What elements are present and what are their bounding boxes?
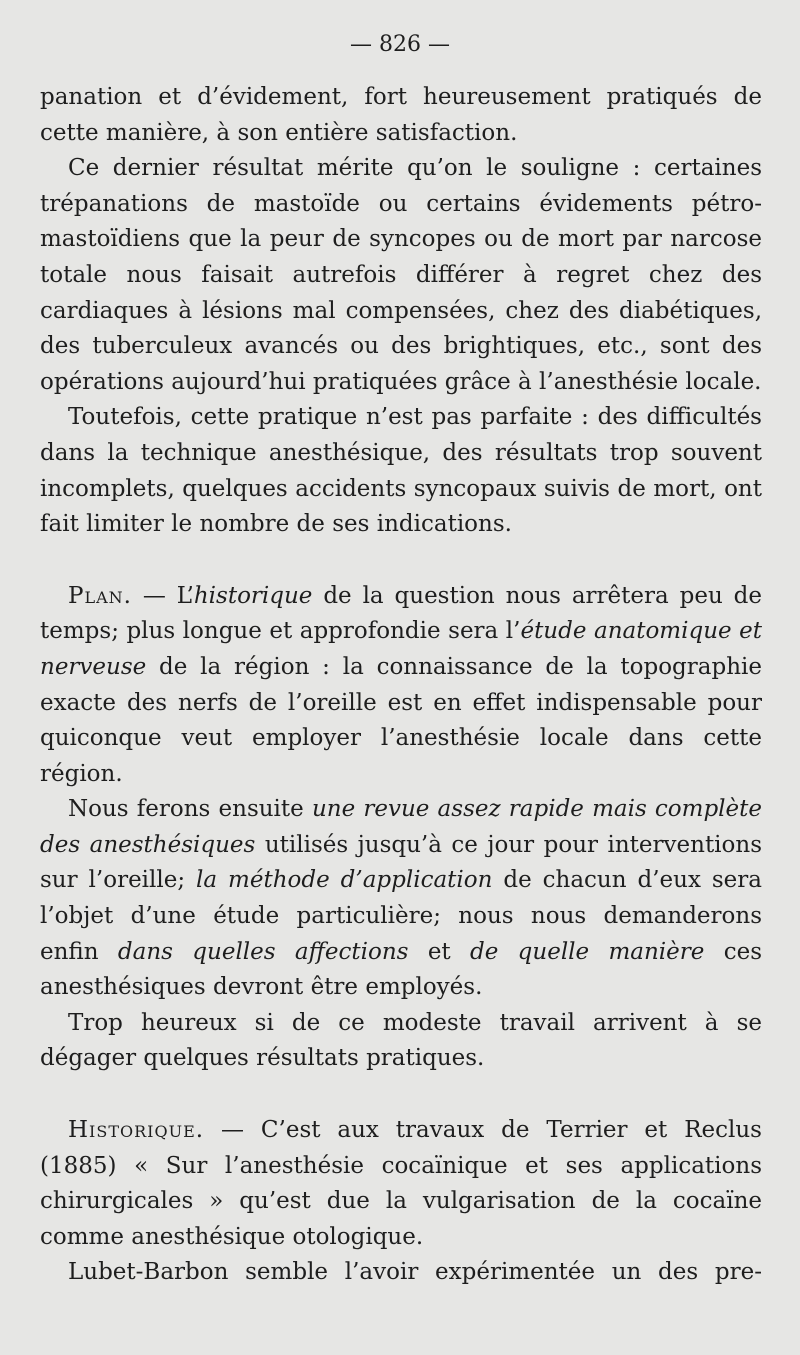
page-number: — 826 — xyxy=(350,32,450,57)
historique-heading: Historique. xyxy=(68,1117,205,1144)
paragraph-lubet-barbon: Lubet-Barbon semble l’avoir expérimentée un des pre- xyxy=(68,1259,762,1286)
paragraph-gap xyxy=(40,1077,762,1113)
paragraph-plan: Plan. — L’historique de la question nous arrêtera peu de temps; plus longue et approfondie sera l’étude anatomique et nerveuse de la région : la connaissance de la topographie exacte des nerfs de l’oreille est en effet indispensable pour quiconque veut employer l’anesthésie locale dans cette région. xyxy=(40,582,762,787)
emphasis-historique: historique xyxy=(193,582,313,609)
paragraph-gap xyxy=(40,543,762,579)
emphasis-etude: étude anatomique et nerveuse xyxy=(40,618,762,680)
paragraph-trop-heureux: Trop heureux si de ce modeste travail arrivent à se dégager quelques résultats pratiques. xyxy=(40,1009,762,1072)
paragraph-historique: Historique. — C’est aux travaux de Terrier et Reclus (1885) « Sur l’anesthésie cocaïnique et ses applications chirurgicales » qu’est due la vulgarisation de la cocaïne comme anesthésique otologique. xyxy=(40,1117,762,1250)
paragraph-continuation: panation et d’évidement, fort heureusement pratiqués de cette manière, à son entière satisfaction. xyxy=(40,84,762,146)
body-text xyxy=(40,80,762,1291)
paragraph-revue: Nous ferons ensuite une revue assez rapide mais complète des anesthésiques utilisés jusqu’à ce jour pour interventions sur l’oreille; la méthode d’application de chacun d’eux sera l’objet d’une étude particulière; nous nous demanderons enfin dans quelles affections et de quelle manière ces anesthésiques devront être employés. xyxy=(40,796,763,1001)
paragraph-however: Toutefois, cette pratique n’est pas parfaite : des difficultés dans la technique anesthésique, des résultats trop souvent incomplets, quelques accidents syncopaux suivis de mort, ont fait limiter le nombre de ses indications. xyxy=(40,404,762,538)
paragraph-result: Ce dernier résultat mérite qu’on le souligne : certaines trépanations de mastoïde ou certains évidements pétro-mastoïdiens que la peur de syncopes ou de mort par narcose totale nous faisait autrefois différer à regret chez des cardiaques à lésions mal compensées, chez des diabétiques, des tuberculeux avancés ou des brightiques, etc., sont des opérations aujourd’hui pratiquées grâce à l’anesthésie locale. xyxy=(40,155,762,395)
plan-heading: Plan. xyxy=(68,582,132,609)
